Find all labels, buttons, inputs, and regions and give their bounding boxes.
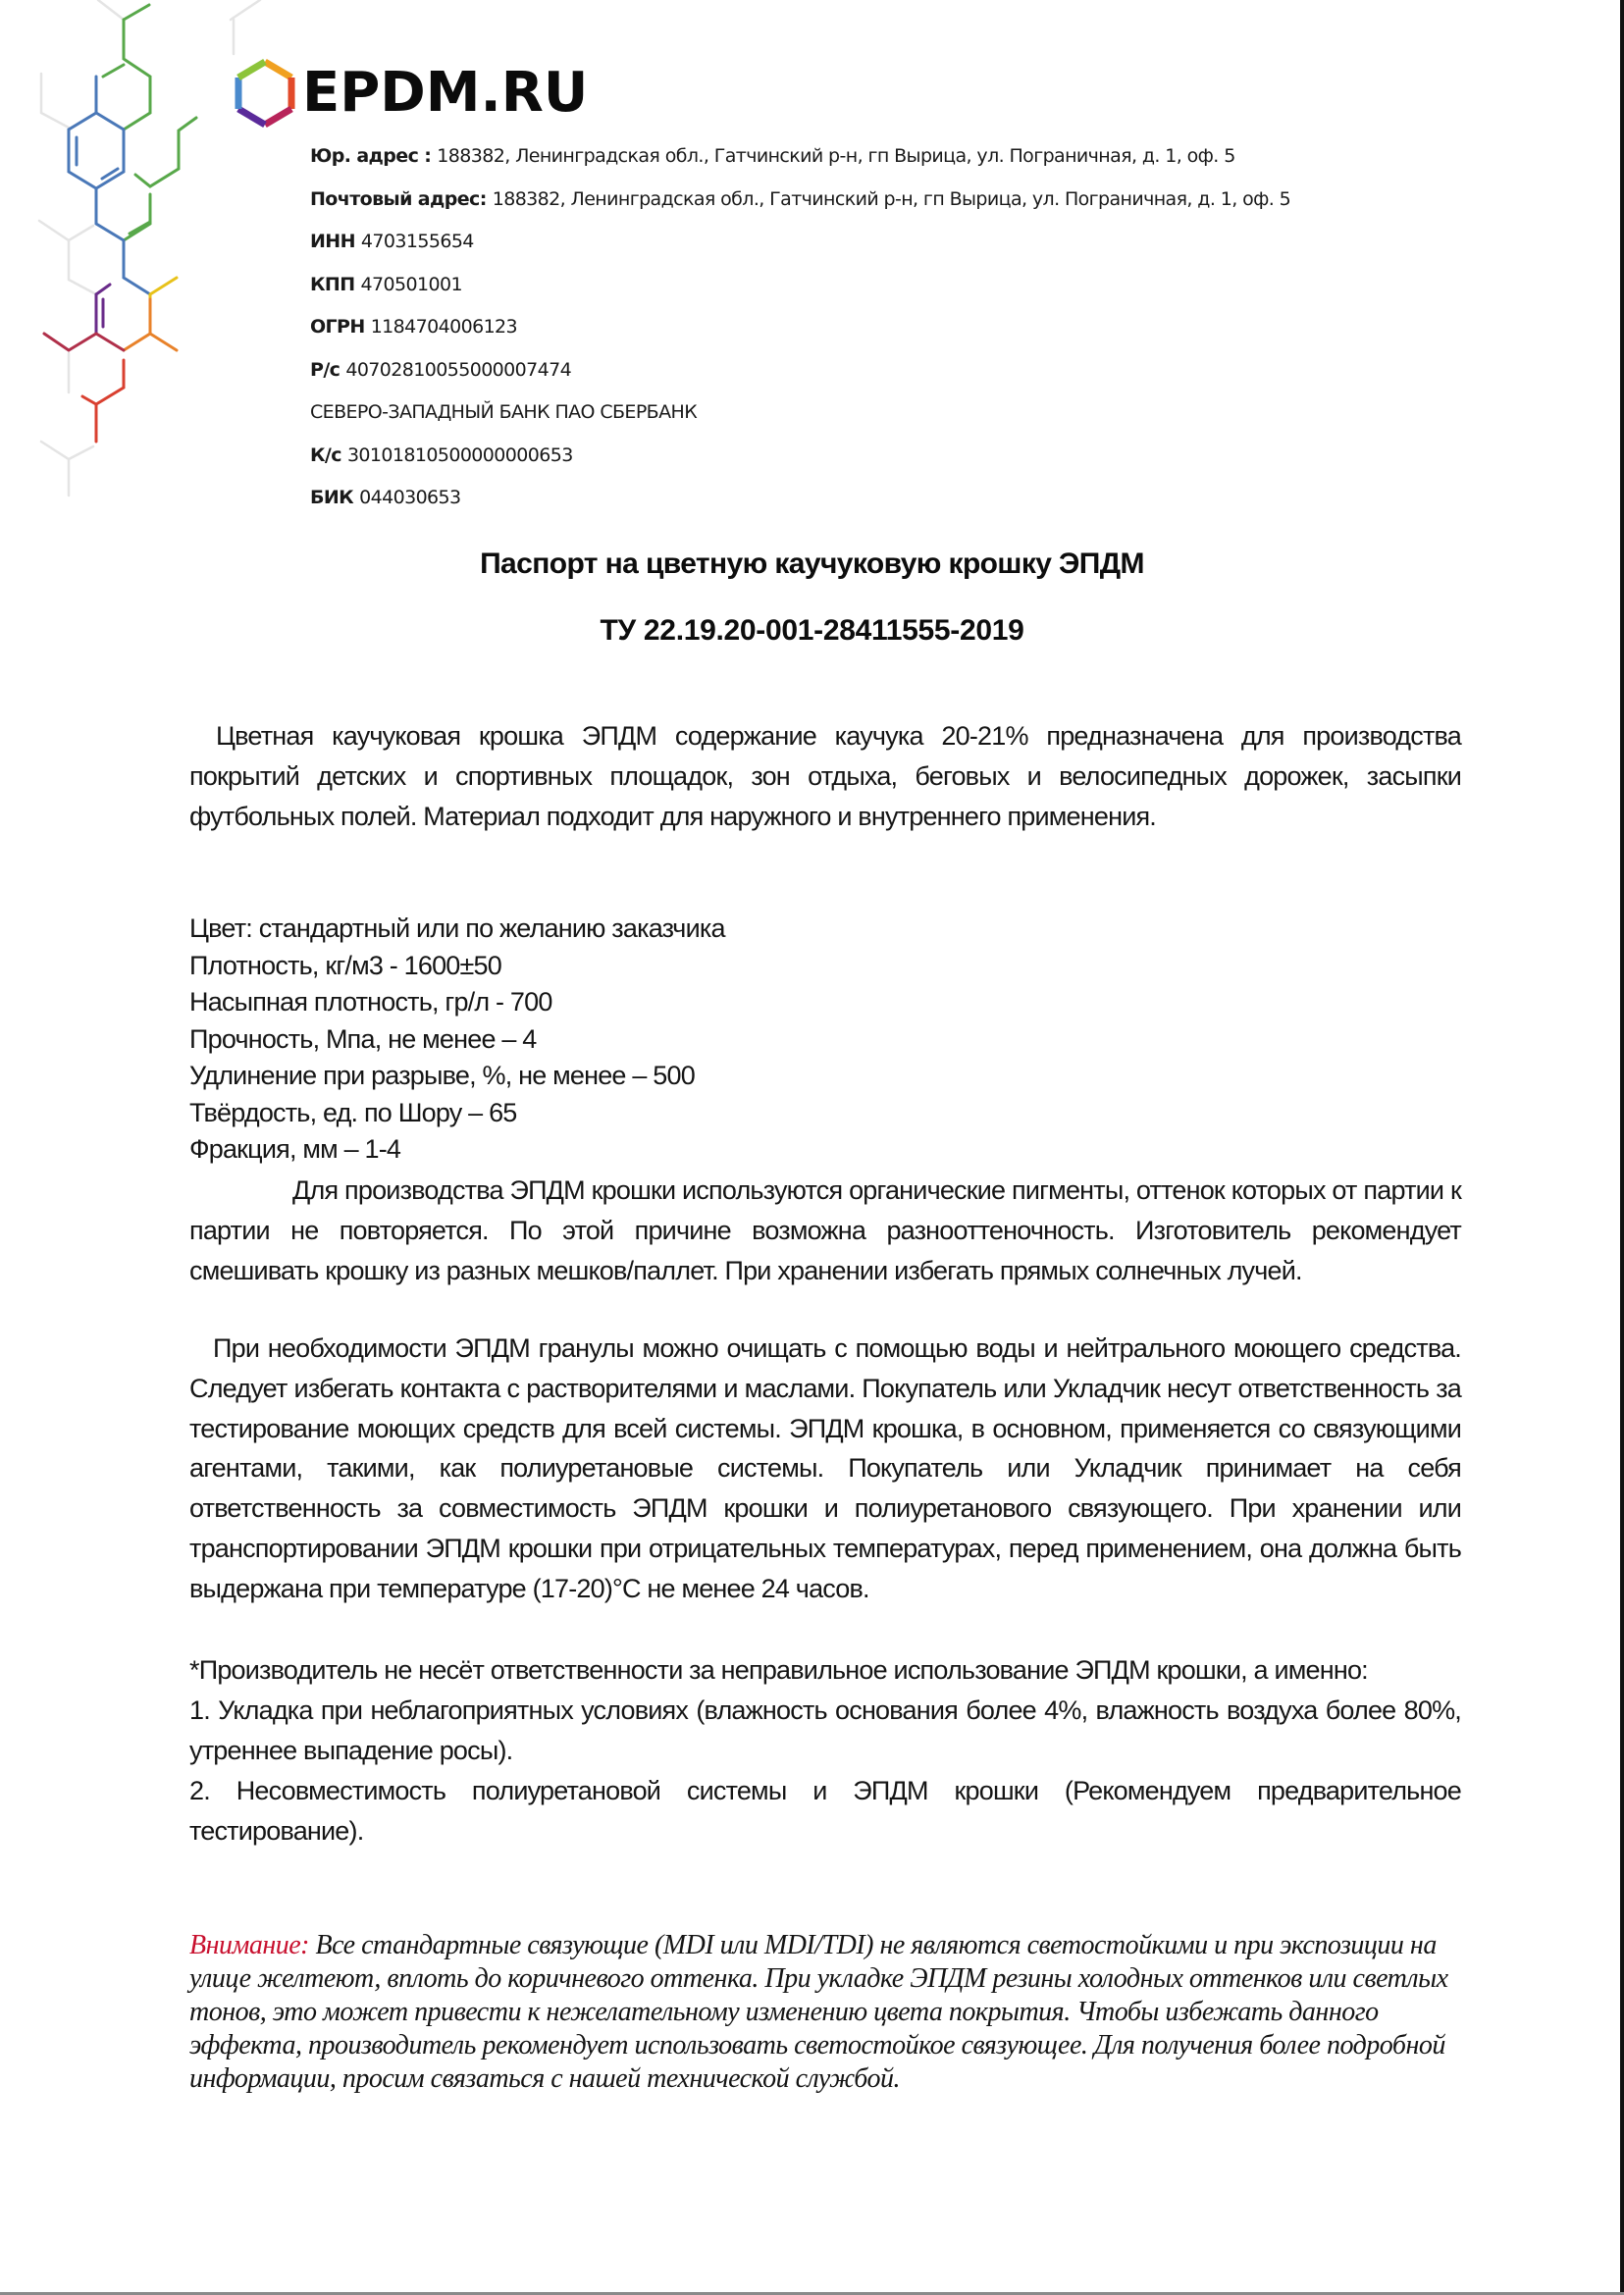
req-label: Юр. адрес : (310, 145, 432, 167)
spec-strength: Прочность, Мпа, не менее – 4 (189, 1023, 537, 1054)
pigments-paragraph: Для производства ЭПДМ крошки используются органические пигменты, оттенок которых от партии к партии не повторяется. По этой причине возможна разнооттеночность. Изготовитель рекомендует смешивать крошку из разных мешков/паллет. При хранении избегать прямых солнечных лучей. (189, 1175, 1461, 1285)
req-value: 1184704006123 (370, 316, 518, 338)
spec-fraction: Фракция, мм – 1-4 (189, 1134, 401, 1164)
warning-note (189, 1929, 1465, 2096)
warning-text: Все стандартные связующие (MDI или MDI/TDI) не являются светостойкими и при экспозиции на улице желтеют, вплоть до коричневого оттенка. При укладке ЭПДМ резины холодных оттенков или светлых тонов, это может привести к нежелательному изменению цвета покрытия. Чтобы избежать данного эффекта, производитель рекомендует использовать светостойкое связующее. Для получения более подробной информации, просим связаться с нашей технической службой. (189, 1930, 1448, 2094)
spec-elongation: Удлинение при разрыве, %, не менее – 500 (189, 1061, 695, 1090)
req-value: 30101810500000000653 (346, 443, 573, 466)
req-label: ОГРН (310, 316, 365, 338)
bank-name (310, 397, 1290, 441)
warning-label: Внимание: (189, 1930, 310, 1960)
page-border-right (1620, 0, 1624, 2295)
bik (310, 483, 1290, 526)
req-value: 044030653 (359, 487, 461, 508)
req-value: СЕВЕРО-ЗАПАДНЫЙ БАНК ПАО СБЕРБАНК (310, 401, 698, 423)
req-value: 4703155654 (360, 231, 474, 252)
req-label: Почтовый адрес: (310, 187, 487, 210)
req-value: 188382, Ленинградская обл., Гатчинский р-н, гп Вырица, ул. Пограничная, д. 1, оф. 5 (437, 145, 1235, 167)
postal-address (310, 184, 1290, 228)
spec-density: Плотность, кг/м3 - 1600±50 (189, 950, 501, 980)
disclaimer-section (189, 1650, 1461, 1852)
company-logo (234, 54, 588, 132)
settlement-account (310, 355, 1290, 398)
req-value: 470501001 (360, 273, 462, 295)
cleaning-paragraph: При необходимости ЭПДМ гранулы можно очищать с помощью воды и нейтрального моющего средства. Следует избегать контакта с растворителями и маслами. Покупатель или Укладчик несут ответственность за тестирование моющих средств для всей системы. ЭПДМ крошка, в основном, применяется со связующими агентами, такими, как полиуретановые системы. Покупатель или Укладчик принимает на себя ответственность за совместимость ЭПДМ крошки и полиуретанового связующего. При хранении или транспортировании ЭПДМ крошки при отрицательных температурах, перед применением, она должна быть выдержана при температуре (17-20)°С не менее 24 часов. (189, 1333, 1461, 1603)
req-label: К/с (310, 443, 341, 466)
req-label: БИК (310, 487, 354, 508)
disclaimer-intro: *Производитель не несёт ответственности за неправильное использование ЭПДМ крошки, а именно: (189, 1655, 1368, 1685)
ogrn (310, 312, 1290, 355)
req-label: КПП (310, 273, 355, 295)
req-label: ИНН (310, 231, 355, 252)
req-value: 188382, Ленинградская обл., Гатчинский р-н, гп Вырица, ул. Пограничная, д. 1, оф. 5 (492, 187, 1291, 210)
rainbow-hexagon-icon (234, 57, 296, 130)
kpp (310, 270, 1290, 313)
req-label: Р/с (310, 358, 341, 381)
intro-paragraph: Цветная каучуковая крошка ЭПДМ содержание каучука 20-21% предназначена для производства покрытий детских и спортивных площадок, зон отдыха, беговых и велосипедных дорожек, засыпки футбольных полей. Материал подходит для наружного и внутреннего применения. (189, 721, 1461, 831)
document-title: Паспорт на цветную каучуковую крошку ЭПДМ (480, 548, 1144, 580)
correspondent-account (310, 441, 1290, 484)
company-requisites (310, 141, 1290, 526)
spec-color: Цвет: стандартный или по желанию заказчика (189, 913, 725, 943)
document-subtitle: ТУ 22.19.20-001-28411555-2019 (600, 614, 1024, 647)
logo-text: EPDM.RU (302, 61, 589, 125)
legal-address (310, 141, 1290, 184)
req-value: 40702810055000007474 (345, 358, 572, 381)
specifications-list (189, 911, 1461, 1169)
disclaimer-item: 1. Укладка при неблагоприятных условиях (влажность основания более 4%, влажность воздуха более 80%, утреннее выпадение росы). (189, 1695, 1461, 1765)
spec-bulk-density: Насыпная плотность, гр/л - 700 (189, 987, 552, 1017)
disclaimer-item: 2. Несовместимость полиуретановой системы и ЭПДМ крошки (Рекомендуем предварительное тестирование). (189, 1776, 1461, 1846)
spec-hardness: Твёрдость, ед. по Шору – 65 (189, 1097, 517, 1127)
inn (310, 227, 1290, 270)
